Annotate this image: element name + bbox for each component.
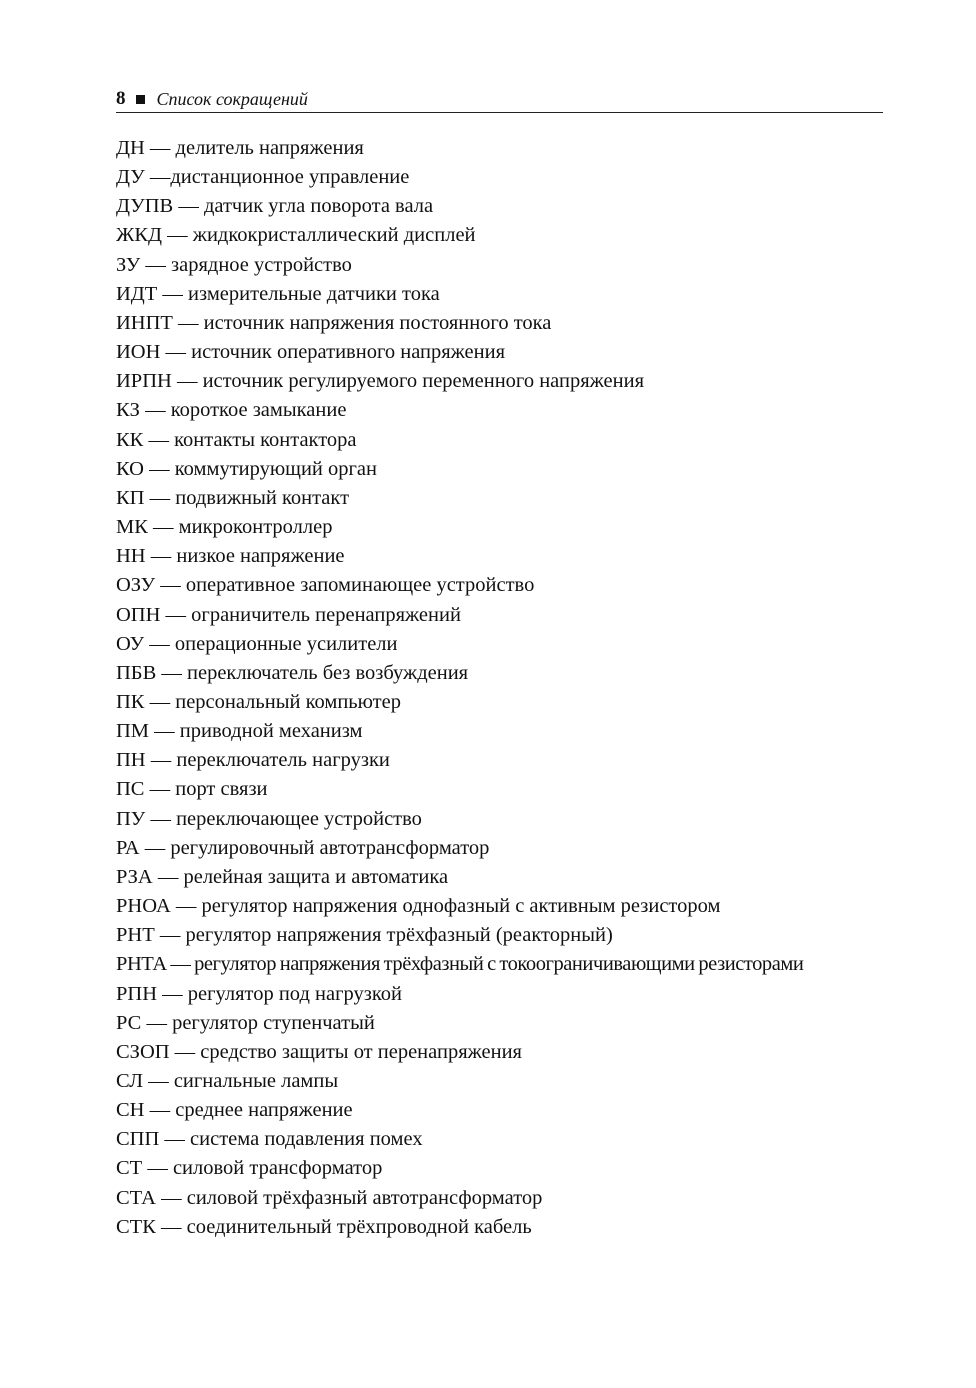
abbreviation-entry: ИДТ — измерительные датчики тока <box>116 282 440 305</box>
abbreviation-entry: ЖКД — жидкокристаллический дисплей <box>116 224 476 247</box>
abbreviation-entry: ДУ —дистанционное управление <box>116 166 410 189</box>
abbreviation-entry: ДУПВ — датчик угла поворота вала <box>116 195 434 218</box>
abbreviation-entry: СТА — силовой трёхфазный автотрансформатор <box>116 1186 543 1209</box>
abbreviation-entry: СЗОП — средство защиты от перенапряжения <box>116 1040 522 1063</box>
abbreviation-entry: ПС — порт связи <box>116 778 268 801</box>
abbreviation-entry: МК — микроконтроллер <box>116 516 333 539</box>
abbreviation-entry: КП — подвижный контакт <box>116 486 350 509</box>
abbreviation-entry: КО — коммутирующий орган <box>116 457 377 480</box>
abbreviation-entry: КЗ — короткое замыкание <box>116 399 347 422</box>
page-header <box>116 86 883 113</box>
abbreviation-entry: ПН — переключатель нагрузки <box>116 749 390 772</box>
abbreviation-entry: СТК — соединительный трёхпроводной кабель <box>116 1215 532 1238</box>
abbreviation-entry: ПУ — переключающее устройство <box>116 807 422 830</box>
abbreviation-entry: ОЗУ — оперативное запоминающее устройство <box>116 574 535 597</box>
abbreviation-entry: РПН — регулятор под нагрузкой <box>116 982 402 1005</box>
abbreviation-entry: ЗУ — зарядное устройство <box>116 253 352 276</box>
page-number: 8 <box>116 88 126 109</box>
abbreviation-entry: НН — низкое напряжение <box>116 545 345 568</box>
black-square-icon <box>136 95 145 104</box>
abbreviation-entry: СПП — система подавления помех <box>116 1128 423 1151</box>
abbreviation-entry: ИНПТ — источник напряжения постоянного тока <box>116 311 552 334</box>
abbreviation-entry: РНОА — регулятор напряжения однофазный с активным резистором <box>116 895 721 918</box>
abbreviation-entry: КК — контакты контактора <box>116 428 357 451</box>
abbreviation-entry: РА — регулировочный автотрансформатор <box>116 836 490 859</box>
abbreviation-entry: СН — среднее напряжение <box>116 1099 353 1122</box>
abbreviation-list <box>116 134 896 1242</box>
abbreviation-entry: РНТ — регулятор напряжения трёхфазный (реакторный) <box>116 924 613 947</box>
section-title: Список сокращений <box>156 89 308 109</box>
abbreviation-entry: СЛ — сигнальные лампы <box>116 1070 339 1092</box>
abbreviation-entry: РС — регулятор ступенчатый <box>116 1011 375 1034</box>
abbreviation-entry: ПМ — приводной механизм <box>116 720 363 743</box>
abbreviation-entry: ИРПН — источник регулируемого переменного напряжения <box>116 370 645 393</box>
abbreviation-entry: ДН — делитель напряжения <box>116 137 364 159</box>
abbreviation-entry: ПБВ — переключатель без возбуждения <box>116 661 469 684</box>
abbreviation-entry: ПК — персональный компьютер <box>116 690 401 713</box>
abbreviation-entry: ИОН — источник оперативного напряжения <box>116 341 506 364</box>
abbreviation-entry: РЗА — релейная защита и автоматика <box>116 865 449 888</box>
abbreviation-entry: ОПН — ограничитель перенапряжений <box>116 603 461 626</box>
abbreviation-entry: СТ — силовой трансформатор <box>116 1157 383 1180</box>
abbreviation-entry: ОУ — операционные усилители <box>116 632 398 655</box>
abbreviation-entry: РНТА — регулятор напряжения трёхфазный с токоограничивающими резисторами <box>116 953 804 976</box>
